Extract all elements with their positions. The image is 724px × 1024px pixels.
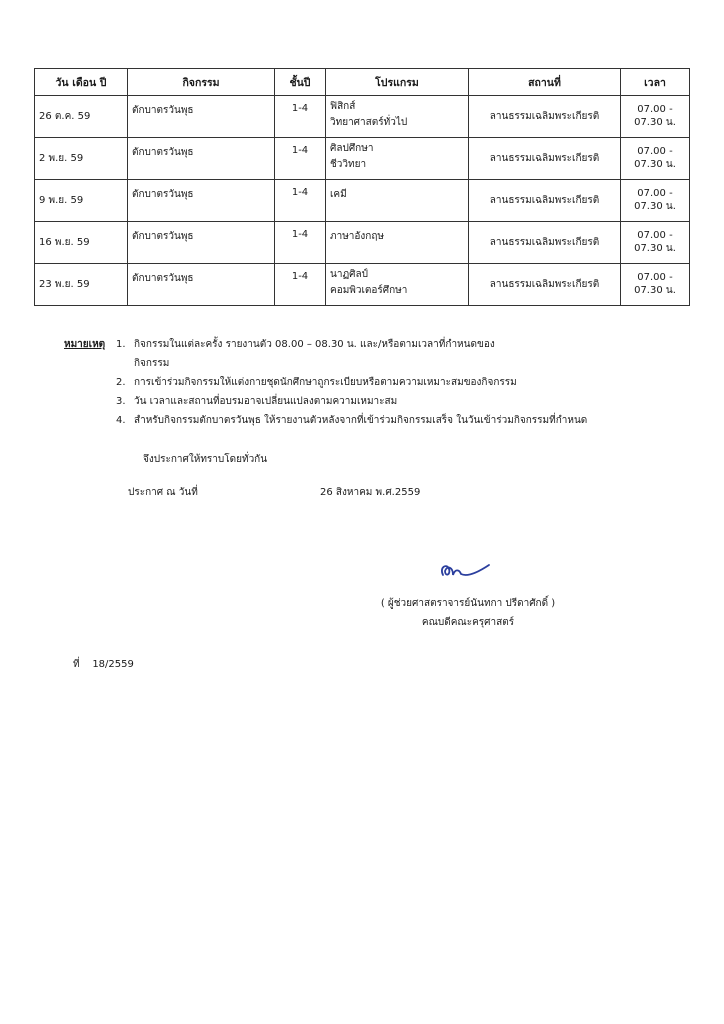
program-line: วิทยาศาสตร์ทั่วไป (330, 117, 408, 128)
cell-program (326, 138, 469, 180)
header-activity: กิจกรรม (128, 69, 275, 96)
cell-grade: 1-4 (275, 264, 326, 306)
table-row (35, 180, 690, 222)
header-time: เวลา (621, 69, 690, 96)
table-row (35, 222, 690, 264)
cell-activity: ตักบาตรวันพุธ (128, 180, 275, 222)
table-row (35, 96, 690, 138)
cell-program: เคมี (326, 180, 469, 222)
program-line: ฟิสิกส์ (330, 101, 356, 112)
cell-time: 07.00 - 07.30 น. (621, 180, 690, 222)
note-text: กิจกรรมในแต่ละครั้ง รายงานตัว 08.00 – 08.30 น. และ/หรือตามเวลาที่กำหนดของ (134, 339, 495, 350)
note-item (64, 392, 684, 411)
cell-place: ลานธรรมเฉลิมพระเกียรติ (469, 96, 621, 138)
header-grade: ชั้นปี (275, 69, 326, 96)
cell-activity: ตักบาตรวันพุธ (128, 222, 275, 264)
cell-place: ลานธรรมเฉลิมพระเกียรติ (469, 138, 621, 180)
note-number: 3. (116, 396, 126, 407)
dateline (128, 485, 421, 500)
reference-label: ที่ (73, 659, 80, 670)
note-number: 4. (116, 415, 126, 426)
signer-title: คณบดีคณะครุศาสตร์ (421, 617, 515, 628)
cell-grade: 1-4 (275, 138, 326, 180)
cell-grade: 1-4 (275, 222, 326, 264)
cell-activity: ตักบาตรวันพุธ (128, 138, 275, 180)
signature-mark (433, 555, 513, 585)
cell-program (326, 264, 469, 306)
header-date: วัน เดือน ปี (35, 69, 128, 96)
signer-block (368, 594, 568, 632)
table-row (35, 264, 690, 306)
cell-date: 16 พ.ย. 59 (35, 222, 128, 264)
cell-place: ลานธรรมเฉลิมพระเกียรติ (469, 264, 621, 306)
dateline-value: 26 สิงหาคม พ.ศ.2559 (320, 487, 421, 498)
note-number: 2. (116, 377, 126, 388)
cell-date: 9 พ.ย. 59 (35, 180, 128, 222)
cell-time: 07.00 - 07.30 น. (621, 264, 690, 306)
dateline-label: ประกาศ ณ วันที่ (128, 487, 198, 498)
note-text: การเข้าร่วมกิจกรรมให้แต่งกายชุดนักศึกษาถูกระเบียบหรือตามความเหมาะสมของกิจกรรม (134, 377, 517, 388)
note-number: 1. (116, 339, 126, 350)
schedule-table (34, 68, 690, 306)
program-line: นาฏศิลป์ (330, 269, 368, 280)
announcement-line: จึงประกาศให้ทราบโดยทั่วกัน (143, 454, 268, 465)
reference-value: 18/2559 (92, 659, 134, 670)
cell-program: ภาษาอังกฤษ (326, 222, 469, 264)
note-item (64, 411, 684, 430)
header-program: โปรแกรม (326, 69, 469, 96)
cell-date: 2 พ.ย. 59 (35, 138, 128, 180)
notes-heading: หมายเหตุ (64, 339, 106, 350)
cell-activity: ตักบาตรวันพุธ (128, 96, 275, 138)
cell-place: ลานธรรมเฉลิมพระเกียรติ (469, 180, 621, 222)
cell-activity: ตักบาตรวันพุธ (128, 264, 275, 306)
cell-time: 07.00 - 07.30 น. (621, 138, 690, 180)
cell-grade: 1-4 (275, 180, 326, 222)
note-item (64, 335, 684, 354)
cell-date: 26 ต.ค. 59 (35, 96, 128, 138)
cell-grade: 1-4 (275, 96, 326, 138)
note-continuation: กิจกรรม (134, 358, 170, 369)
cell-program (326, 96, 469, 138)
cell-time: 07.00 - 07.30 น. (621, 222, 690, 264)
program-line: คอมพิวเตอร์ศึกษา (330, 285, 408, 296)
note-item (64, 373, 684, 392)
cell-time: 07.00 - 07.30 น. (621, 96, 690, 138)
program-line: ศิลปศึกษา (330, 143, 374, 154)
cell-place: ลานธรรมเฉลิมพระเกียรติ (469, 222, 621, 264)
program-line: ชีววิทยา (330, 159, 367, 170)
table-row (35, 138, 690, 180)
cell-date: 23 พ.ย. 59 (35, 264, 128, 306)
header-place: สถานที่ (469, 69, 621, 96)
notes-section (64, 335, 684, 430)
note-text: วัน เวลาและสถานที่อบรมอาจเปลี่ยนแปลงตามความเหมาะสม (134, 396, 398, 407)
note-text: สำหรับกิจกรรมตักบาตรวันพุธ ให้รายงานตัวหลังจากที่เข้าร่วมกิจกรรมเสร็จ ในวันเข้าร่วมกิจกรรมที่กำหนด (134, 415, 588, 426)
reference-number (73, 657, 134, 672)
signer-name: ( ผู้ช่วยศาสตราจารย์นันทกา ปรีดาศักดิ์ ) (380, 598, 556, 609)
table-header-row (35, 69, 690, 96)
